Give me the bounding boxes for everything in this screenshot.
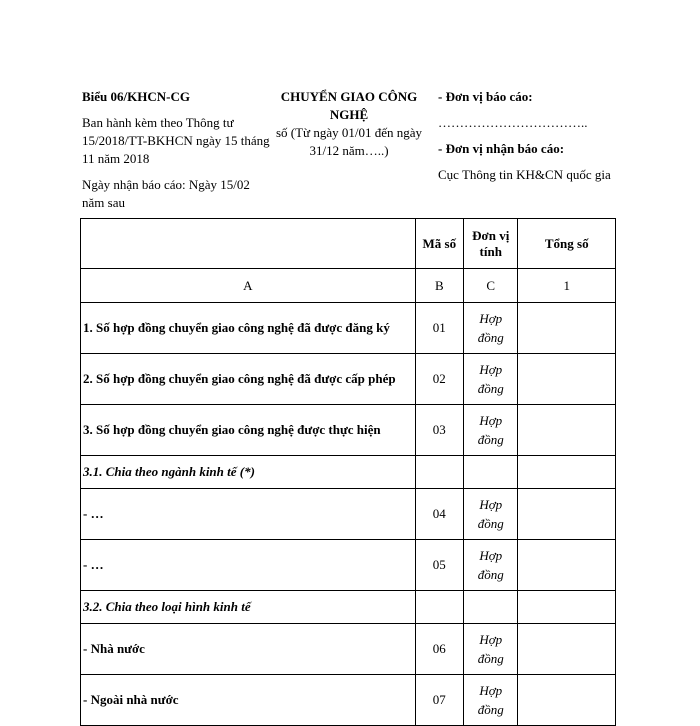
letter-cell-c: C [464, 269, 518, 303]
form-code: Biểu 06/KHCN-CG [82, 89, 190, 104]
letter-cell-1: 1 [518, 269, 616, 303]
form-header-center [268, 88, 430, 160]
col-header-name [81, 219, 416, 269]
col-header-total: Tổng số [518, 219, 616, 269]
col-header-unit: Đơn vị tính [464, 219, 518, 269]
row-unit: Hợp đồng [464, 354, 518, 405]
row-code: 02 [415, 354, 463, 405]
row-name: - … [81, 540, 416, 591]
row-unit: Hợp đồng [464, 405, 518, 456]
empty-cell [464, 591, 518, 624]
form-header-left [82, 88, 272, 220]
issued-with-text: Ban hành kèm theo Thông tư 15/2018/TT-BKHCN ngày 15 tháng 11 năm 2018 [82, 115, 270, 166]
row-total-cell[interactable] [518, 354, 616, 405]
row-code: 07 [415, 675, 463, 726]
table-row [81, 540, 616, 591]
report-period: số (Từ ngày 01/01 đến ngày 31/12 năm…..) [275, 125, 423, 158]
row-unit: Hợp đồng [464, 624, 518, 675]
row-total-cell[interactable] [518, 675, 616, 726]
row-code: 05 [415, 540, 463, 591]
table-row [81, 624, 616, 675]
row-unit: Hợp đồng [464, 540, 518, 591]
row-code: 03 [415, 405, 463, 456]
empty-cell [415, 456, 463, 489]
row-total-cell[interactable] [518, 540, 616, 591]
empty-cell [518, 591, 616, 624]
col-header-code: Mã số [415, 219, 463, 269]
row-unit: Hợp đồng [464, 489, 518, 540]
table-row [81, 354, 616, 405]
receiving-unit-label: - Đơn vị nhận báo cáo: [438, 141, 565, 156]
receiving-unit-value: Cục Thông tin KH&CN quốc gia [438, 167, 611, 182]
letter-cell-b: B [415, 269, 463, 303]
table-section-row [81, 591, 616, 624]
empty-cell [415, 591, 463, 624]
report-table [80, 218, 616, 726]
empty-cell [518, 456, 616, 489]
row-name: 1. Số hợp đồng chuyển giao công nghệ đã được đăng ký [81, 303, 416, 354]
row-code: 06 [415, 624, 463, 675]
row-name: 2. Số hợp đồng chuyển giao công nghệ đã được cấp phép [81, 354, 416, 405]
row-name: - … [81, 489, 416, 540]
table-row [81, 303, 616, 354]
row-name: - Nhà nước [81, 624, 416, 675]
empty-cell [464, 456, 518, 489]
row-total-cell[interactable] [518, 624, 616, 675]
table-row [81, 675, 616, 726]
row-unit: Hợp đồng [464, 675, 518, 726]
table-section-row [81, 456, 616, 489]
row-code: 04 [415, 489, 463, 540]
row-name: 3. Số hợp đồng chuyển giao công nghệ được thực hiện [81, 405, 416, 456]
table-row [81, 489, 616, 540]
row-total-cell[interactable] [518, 303, 616, 354]
section-label: 3.2. Chia theo loại hình kinh tế [81, 591, 416, 624]
row-code: 01 [415, 303, 463, 354]
row-total-cell[interactable] [518, 489, 616, 540]
section-label: 3.1. Chia theo ngành kinh tế (*) [81, 456, 416, 489]
row-total-cell[interactable] [518, 405, 616, 456]
form-header-right [438, 88, 638, 184]
reporting-unit-label: - Đơn vị báo cáo: [438, 89, 533, 104]
table-row [81, 405, 616, 456]
row-unit: Hợp đồng [464, 303, 518, 354]
row-name: - Ngoài nhà nước [81, 675, 416, 726]
table-header-row [81, 219, 616, 269]
reporting-unit-value: …………………………….. [438, 115, 588, 130]
form-title: CHUYỂN GIAO CÔNG NGHỆ [280, 89, 418, 122]
table-letter-row [81, 269, 616, 303]
letter-cell-a: A [81, 269, 416, 303]
receive-date-text: Ngày nhận báo cáo: Ngày 15/02 năm sau [82, 177, 250, 210]
